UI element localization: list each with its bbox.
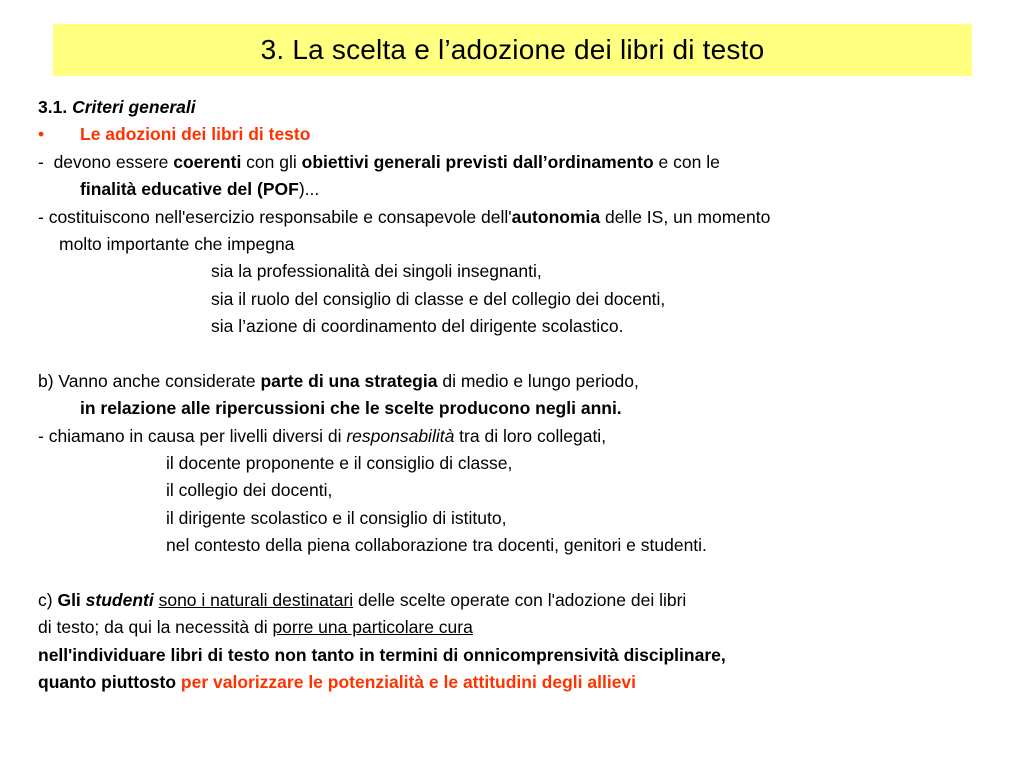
list-item: sia l’azione di coordinamento del dirigente scolastico. xyxy=(211,316,624,337)
title-banner xyxy=(53,24,972,76)
slide-title: 3. La scelta e l’adozione dei libri di testo xyxy=(260,34,765,65)
bullet-line xyxy=(38,121,1013,148)
pc-line4: quanto piuttosto per valorizzare le potenzialità e le attitudini degli allievi xyxy=(38,672,637,693)
slide-body xyxy=(38,94,1013,697)
p2-line2: molto importante che impegna xyxy=(59,233,295,254)
list-item: sia la professionalità dei singoli insegnanti, xyxy=(211,261,542,282)
pc-line1: c) Gli studenti sono i naturali destinatari delle scelte operate con l'adozione dei libri xyxy=(38,590,687,611)
pc-line3: nell'individuare libri di testo non tanto in termini di onnicomprensività disciplinare, xyxy=(38,644,726,665)
bullet-text: Le adozioni dei libri di testo xyxy=(80,124,311,145)
section-number: 3.1. xyxy=(38,97,68,117)
list-item: il dirigente scolastico e il consiglio di istituto, xyxy=(166,507,507,528)
p2-line1: - costituiscono nell'esercizio responsabile e consapevole dell'autonomia delle IS, un momento xyxy=(38,206,771,227)
list-item: sia il ruolo del consiglio di classe e del collegio dei docenti, xyxy=(211,288,666,309)
bullet-dot: • xyxy=(38,124,45,145)
p1-line2: finalità educative del (POF)... xyxy=(80,179,320,200)
pc-line2: di testo; da qui la necessità di porre una particolare cura xyxy=(38,617,473,638)
list-item: nel contesto della piena collaborazione tra docenti, genitori e studenti. xyxy=(166,535,707,556)
pb-line2: in relazione alle ripercussioni che le scelte producono negli anni. xyxy=(80,398,622,419)
list-item: il collegio dei docenti, xyxy=(166,480,333,501)
p1-line1: - devono essere coerenti con gli obiettivi generali previsti dall’ordinamento e con le xyxy=(38,151,720,172)
spacer xyxy=(38,560,1013,587)
section-name: Criteri generali xyxy=(72,97,196,117)
spacer xyxy=(38,341,1013,368)
section-heading xyxy=(38,94,1013,121)
pb-line3: - chiamano in causa per livelli diversi di responsabilità tra di loro collegati, xyxy=(38,425,607,446)
list-item: il docente proponente e il consiglio di classe, xyxy=(166,453,513,474)
pb-line1: b) Vanno anche considerate parte di una strategia di medio e lungo periodo, xyxy=(38,370,639,391)
